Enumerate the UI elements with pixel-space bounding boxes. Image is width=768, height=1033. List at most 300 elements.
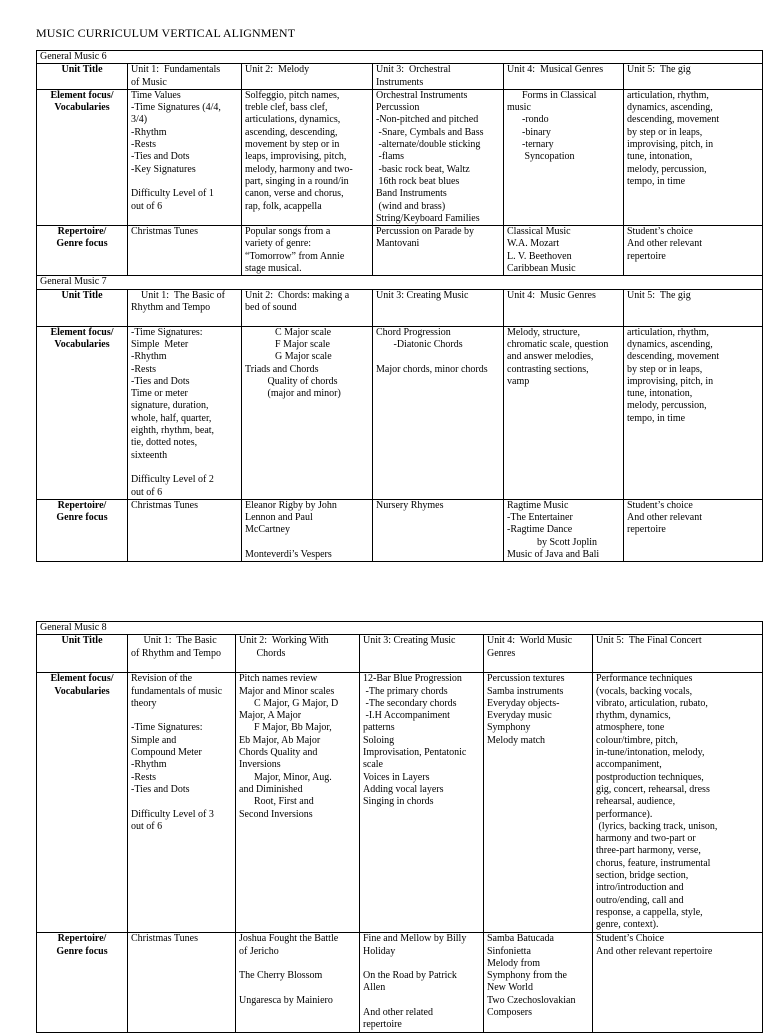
cell-line: Christmas Tunes	[131, 499, 198, 511]
cell-line	[376, 351, 500, 363]
gm8-repertoire-5	[593, 933, 763, 1033]
cell-line: -alternate/double sticking	[376, 139, 481, 151]
gm8-element-2	[236, 673, 360, 933]
section-header-gm6: General Music 6	[37, 51, 763, 64]
cell-line: Everyday objects-	[487, 697, 560, 709]
cell-line	[239, 958, 356, 970]
cell-line: Difficulty Level of 1	[131, 188, 214, 200]
cell-line: scale	[363, 759, 383, 771]
cell-line: Genres	[487, 647, 516, 659]
cell-line: response, a cappella, style,	[596, 906, 703, 918]
gm6-unit-5	[624, 64, 763, 90]
cell-line: music	[507, 102, 531, 114]
cell-line: improvising, pitch, in	[627, 139, 714, 151]
gm8-repertoire-2	[236, 933, 360, 1033]
cell-line: section, bridge section,	[596, 870, 689, 882]
cell-line: intro/introduction and	[596, 882, 684, 894]
cell-line: Forms in Classical	[507, 89, 597, 101]
cell-line: Unit 3: Creating Music	[363, 635, 456, 647]
section-header-gm7: General Music 7	[37, 276, 763, 289]
cell-line	[363, 995, 480, 1007]
cell-line: -Ragtime Dance	[507, 524, 573, 536]
cell-line: articulation, rhythm,	[627, 89, 709, 101]
cell-line: L. V. Beethoven	[507, 250, 572, 262]
cell-line: melody, percussion,	[627, 163, 707, 175]
cell-line: out of 6	[131, 200, 163, 212]
gm6-repertoire-1	[128, 226, 242, 276]
cell-line: whole, half, quarter,	[131, 412, 212, 424]
cell-line: by Scott Joplin	[507, 536, 598, 548]
cell-line: Genre focus	[56, 238, 108, 250]
cell-line: -ternary	[507, 139, 554, 151]
cell-line: descending, movement	[627, 351, 720, 363]
cell-line: Performance techniques	[596, 673, 693, 685]
gm7-unit-4	[504, 289, 624, 326]
cell-line: fundamentals of music	[131, 685, 223, 697]
cell-line: -The Entertainer	[507, 512, 573, 524]
repertoire-row	[37, 226, 763, 276]
cell-line: theory	[131, 697, 157, 709]
cell-line: Monteverdi’s Vespers	[245, 548, 332, 560]
cell-line: 16th rock beat blues	[376, 175, 460, 187]
cell-line: movement by step or in	[245, 139, 340, 151]
cell-line: Caribbean Music	[507, 263, 576, 275]
cell-line: Vocabularies	[54, 102, 110, 114]
cell-line: Christmas Tunes	[131, 226, 198, 238]
gm7-repertoire-5	[624, 499, 763, 561]
cell-line: eighth, rhythm, beat,	[131, 425, 215, 437]
cell-line: -Non-pitched and pitched	[376, 114, 479, 126]
gm8-element-1	[128, 673, 236, 933]
gm8-repertoire-4	[484, 933, 593, 1033]
cell-line: out of 6	[131, 486, 163, 498]
gm6-repertoire-3	[373, 226, 504, 276]
cell-line: Composers	[487, 1007, 532, 1019]
curriculum-table-gm8	[36, 621, 763, 1033]
cell-line: tie, dotted notes,	[131, 437, 198, 449]
cell-line: Samba Batucada	[487, 933, 554, 945]
cell-line	[239, 982, 356, 994]
cell-line: Student’s choice	[627, 226, 693, 238]
cell-line: Melody from	[487, 957, 541, 969]
cell-line: Unit 5: The Final Concert	[596, 635, 702, 647]
cell-line: -Rhythm	[131, 759, 167, 771]
cell-line: -Ties and Dots	[131, 783, 190, 795]
gm7-unit-1	[128, 289, 242, 326]
cell-line: Samba instruments	[487, 685, 564, 697]
cell-line: (wind and brass)	[376, 200, 446, 212]
cell-line: Lennon and Paul	[245, 512, 313, 524]
gm6-element-5	[624, 89, 763, 225]
row-label-element-focus	[37, 673, 128, 933]
cell-line: F Major scale	[245, 338, 330, 350]
gm6-repertoire-4	[504, 226, 624, 276]
gm8-element-4	[484, 673, 593, 933]
cell-line: Unit 3: Orchestral	[376, 64, 451, 76]
cell-line: rhythm, dynamics,	[596, 710, 671, 722]
cell-line: And other relevant	[627, 238, 702, 250]
cell-line: Unit 2: Working With	[239, 635, 329, 647]
cell-line: Pitch names review	[239, 673, 318, 685]
cell-line: -Key Signatures	[131, 163, 196, 175]
cell-line: sixteenth	[131, 449, 168, 461]
cell-line: -Diatonic Chords	[376, 338, 463, 350]
cell-line: genre, context).	[596, 919, 659, 931]
cell-line: Triads and Chords	[245, 363, 319, 375]
cell-line: repertoire	[627, 250, 666, 262]
cell-line: and answer melodies,	[507, 351, 594, 363]
cell-line: and Diminished	[239, 783, 303, 795]
cell-line: (major and minor)	[245, 388, 341, 400]
cell-line: Major chords, minor chords	[376, 363, 488, 375]
cell-line: Unit 1: Fundamentals	[131, 64, 221, 76]
row-label-element-focus	[37, 326, 128, 499]
cell-line: by step or in leaps,	[627, 363, 703, 375]
cell-line: Root, First and	[239, 796, 314, 808]
cell-line: performance).	[596, 808, 653, 820]
cell-line: rehearsal, audience,	[596, 796, 676, 808]
cell-line: Vocabularies	[54, 685, 110, 697]
cell-line: -Rests	[131, 363, 156, 375]
cell-line: -flams	[376, 151, 405, 163]
gm6-element-4	[504, 89, 624, 225]
cell-line: Major, Minor, Aug.	[239, 771, 332, 783]
cell-line: Inversions	[239, 759, 281, 771]
cell-line: Popular songs from a	[245, 226, 331, 238]
cell-line: in-tune/intonation, melody,	[596, 747, 705, 759]
gm6-unit-3	[373, 64, 504, 90]
cell-line: bed of sound	[245, 301, 297, 313]
row-label-unit-title: Unit Title	[37, 635, 128, 673]
cell-line: -Rhythm	[131, 351, 167, 363]
cell-line: Eleanor Rigby by John	[245, 499, 337, 511]
cell-line: gig, concert, rehearsal, dress	[596, 783, 710, 795]
gm8-element-3	[360, 673, 484, 933]
cell-line: Time Values	[131, 89, 181, 101]
cell-line	[131, 462, 238, 474]
cell-line: Unit 3: Creating Music	[376, 289, 469, 301]
cell-line: Rhythm and Tempo	[131, 301, 211, 313]
row-label-repertoire	[37, 499, 128, 561]
cell-line: Eb Major, Ab Major	[239, 734, 321, 746]
cell-line: articulation, rhythm,	[627, 326, 709, 338]
cell-line: ascending, descending,	[245, 126, 338, 138]
cell-line: McCartney	[245, 524, 290, 536]
cell-line: Quality of chords	[245, 375, 338, 387]
cell-line: atmosphere, tone	[596, 722, 665, 734]
cell-line: Everyday music	[487, 710, 552, 722]
cell-line: (lyrics, backing track, unison,	[596, 820, 718, 832]
page-title: MUSIC CURRICULUM VERTICAL ALIGNMENT	[36, 26, 296, 40]
gm6-unit-4	[504, 64, 624, 90]
row-label-unit-title: Unit Title	[37, 64, 128, 90]
cell-line: Ragtime Music	[507, 499, 569, 511]
cell-line: Singing in chords	[363, 796, 434, 808]
cell-line: tempo, in time	[627, 175, 686, 187]
cell-line: Fine and Mellow by Billy	[363, 933, 467, 945]
cell-line: Repertoire/	[57, 499, 107, 511]
cell-line: repertoire	[363, 1019, 402, 1031]
cell-line: leaps, improvising, pitch,	[245, 151, 347, 163]
cell-line: Allen	[363, 982, 386, 994]
cell-line: Christmas Tunes	[131, 933, 198, 945]
gm7-element-4	[504, 326, 624, 499]
cell-line: three-part harmony, verse,	[596, 845, 701, 857]
gm8-unit-5	[593, 635, 763, 673]
cell-line: String/Keyboard Families	[376, 212, 480, 224]
cell-line: Melody match	[487, 734, 546, 746]
gm6-unit-2	[242, 64, 373, 90]
cell-line: And other related	[363, 1007, 433, 1019]
cell-line: W.A. Mozart	[507, 238, 560, 250]
cell-line: Voices in Layers	[363, 771, 430, 783]
cell-line: canon, verse and chorus,	[245, 188, 344, 200]
cell-line: chromatic scale, question	[507, 338, 609, 350]
cell-line: -The primary chords	[363, 685, 448, 697]
repertoire-row	[37, 933, 763, 1033]
cell-line: Element focus/	[50, 326, 114, 338]
cell-line: Element focus/	[50, 673, 114, 685]
cell-line: Repertoire/	[57, 933, 107, 945]
cell-line: harmony and two-part or	[596, 833, 696, 845]
cell-line: -Time Signatures:	[131, 722, 203, 734]
cell-line: F Major, Bb Major,	[239, 722, 332, 734]
section-header-gm8: General Music 8	[37, 622, 763, 635]
cell-line: 12-Bar Blue Progression	[363, 673, 462, 685]
cell-line: Second Inversions	[239, 808, 313, 820]
cell-line: Band Instruments	[376, 188, 447, 200]
cell-line: tune, intonation,	[627, 388, 693, 400]
cell-line: Repertoire/	[57, 226, 107, 238]
gm7-repertoire-2	[242, 499, 373, 561]
cell-line: Revision of the	[131, 673, 193, 685]
cell-line: Mantovani	[376, 238, 420, 250]
cell-line	[131, 710, 232, 722]
cell-line: tempo, in time	[627, 412, 686, 424]
cell-line: Unit 1: The Basic of	[131, 289, 225, 301]
gm8-element-5	[593, 673, 763, 933]
cell-line: repertoire	[627, 524, 666, 536]
cell-line: -Snare, Cymbals and Bass	[376, 126, 484, 138]
cell-line: vibrato, articulation, rubato,	[596, 697, 708, 709]
cell-line: Unit 5: The gig	[627, 289, 691, 301]
cell-line: tune, intonation,	[627, 151, 693, 163]
cell-line: Improvisation, Pentatonic	[363, 747, 467, 759]
cell-line: rap, folk, acappella	[245, 200, 322, 212]
cell-line	[131, 796, 232, 808]
gm8-unit-4	[484, 635, 593, 673]
cell-line: descending, movement	[627, 114, 720, 126]
cell-line: Symphony	[487, 722, 531, 734]
gm7-unit-2	[242, 289, 373, 326]
cell-line: Melody, structure,	[507, 326, 580, 338]
cell-line: C Major scale	[245, 326, 332, 338]
cell-line: Sinfonietta	[487, 945, 531, 957]
cell-line: -Rhythm	[131, 126, 167, 138]
gm6-element-1	[128, 89, 242, 225]
gm7-element-2	[242, 326, 373, 499]
cell-line: Student’s choice	[627, 499, 693, 511]
cell-line: Element focus/	[50, 89, 114, 101]
gm7-unit-5	[624, 289, 763, 326]
cell-line: by step or in leaps,	[627, 126, 703, 138]
cell-line: -basic rock beat, Waltz	[376, 163, 470, 175]
gm7-element-5	[624, 326, 763, 499]
cell-line: Solfeggio, pitch names,	[245, 89, 340, 101]
cell-line: Unit 2: Melody	[245, 64, 310, 76]
row-label-repertoire	[37, 226, 128, 276]
gm6-element-3	[373, 89, 504, 225]
cell-line: Percussion	[376, 102, 420, 114]
gm7-unit-3	[373, 289, 504, 326]
cell-line: Time or meter	[131, 388, 188, 400]
cell-line: Chord Progression	[376, 326, 451, 338]
gm7-repertoire-1	[128, 499, 242, 561]
element-focus-row	[37, 326, 763, 499]
cell-line: -Rests	[131, 139, 156, 151]
cell-line: Unit 4: World Music	[487, 635, 573, 647]
cell-line: Unit 2: Chords: making a	[245, 289, 350, 301]
cell-line: signature, duration,	[131, 400, 209, 412]
cell-line: “Tomorrow” from Annie	[245, 250, 345, 262]
cell-line: Unit 1: The Basic	[131, 635, 217, 647]
cell-line: Percussion textures	[487, 673, 565, 685]
curriculum-table-gm6-gm7	[36, 50, 763, 562]
unit-title-row	[37, 289, 763, 326]
cell-line: dynamics, ascending,	[627, 338, 713, 350]
cell-line: colour/timbre, pitch,	[596, 734, 678, 746]
cell-line: accompaniment,	[596, 759, 662, 771]
cell-line: Adding vocal layers	[363, 783, 444, 795]
cell-line: Symphony from the	[487, 970, 567, 982]
cell-line: On the Road by Patrick	[363, 970, 457, 982]
cell-line: Syncopation	[507, 151, 575, 163]
cell-line: (vocals, backing vocals,	[596, 685, 693, 697]
cell-line: The Cherry Blossom	[239, 970, 323, 982]
cell-line: Unit 5: The gig	[627, 64, 691, 76]
cell-line: Vocabularies	[54, 338, 110, 350]
gm6-repertoire-5	[624, 226, 763, 276]
cell-line: melody, percussion,	[627, 400, 707, 412]
cell-line: vamp	[507, 375, 530, 387]
cell-line: -Rests	[131, 771, 156, 783]
cell-line: Genre focus	[56, 512, 108, 524]
gm8-unit-3	[360, 635, 484, 673]
gm7-repertoire-3	[373, 499, 504, 561]
cell-line: -The secondary chords	[363, 697, 457, 709]
cell-line: C Major, G Major, D	[239, 697, 339, 709]
cell-line: melody, harmony and two-	[245, 163, 353, 175]
cell-line: Student’s Choice	[596, 933, 665, 945]
cell-line: Chords Quality and	[239, 747, 318, 759]
gm8-unit-2	[236, 635, 360, 673]
cell-line: of Jericho	[239, 945, 279, 957]
cell-line: Compound Meter	[131, 747, 202, 759]
cell-line: Simple and	[131, 734, 177, 746]
gm6-repertoire-2	[242, 226, 373, 276]
cell-line: outro/ending, call and	[596, 894, 684, 906]
cell-line: Chords	[239, 647, 286, 659]
cell-line: out of 6	[131, 820, 163, 832]
gm8-unit-1	[128, 635, 236, 673]
cell-line: stage musical.	[245, 263, 302, 275]
cell-line: -I.H Accompaniment	[363, 710, 450, 722]
cell-line: Unit 4: Musical Genres	[507, 64, 604, 76]
cell-line: -Time Signatures:	[131, 326, 203, 338]
cell-line: Ungaresca by Mainiero	[239, 994, 333, 1006]
cell-line: Instruments	[376, 76, 424, 88]
cell-line: Simple Meter	[131, 338, 189, 350]
cell-line: chorus, feature, instrumental	[596, 857, 711, 869]
cell-line: -Time Signatures (4/4,	[131, 102, 221, 114]
cell-line: Orchestral Instruments	[376, 89, 468, 101]
gm6-unit-1	[128, 64, 242, 90]
gm8-repertoire-1	[128, 933, 236, 1033]
gm7-repertoire-4	[504, 499, 624, 561]
cell-line: patterns	[363, 722, 395, 734]
cell-line: Difficulty Level of 2	[131, 474, 214, 486]
cell-line: dynamics, ascending,	[627, 102, 713, 114]
cell-line: treble clef, bass clef,	[245, 102, 328, 114]
cell-line: of Music	[131, 76, 167, 88]
cell-line: -rondo	[507, 114, 549, 126]
element-focus-row	[37, 673, 763, 933]
cell-line: Music of Java and Bali	[507, 548, 600, 560]
gm8-repertoire-3	[360, 933, 484, 1033]
cell-line: Two Czechoslovakian	[487, 994, 576, 1006]
cell-line: Joshua Fought the Battle	[239, 933, 339, 945]
cell-line: variety of genre:	[245, 238, 312, 250]
cell-line: Nursery Rhymes	[376, 499, 444, 511]
cell-line: Difficulty Level of 3	[131, 808, 214, 820]
repertoire-row	[37, 499, 763, 561]
gm7-element-1	[128, 326, 242, 499]
cell-line: articulations, dynamics,	[245, 114, 341, 126]
row-label-unit-title: Unit Title	[37, 289, 128, 326]
row-label-repertoire	[37, 933, 128, 1033]
cell-line: G Major scale	[245, 351, 332, 363]
unit-title-row	[37, 635, 763, 673]
cell-line: Major, A Major	[239, 710, 302, 722]
unit-title-row	[37, 64, 763, 90]
cell-line: Genre focus	[56, 945, 108, 957]
cell-line	[363, 958, 480, 970]
cell-line	[131, 176, 238, 188]
cell-line: contrasting sections,	[507, 363, 589, 375]
cell-line: part, singing in a round/in	[245, 175, 349, 187]
element-focus-row	[37, 89, 763, 225]
cell-line	[245, 537, 369, 549]
cell-line: And other relevant repertoire	[596, 945, 713, 957]
cell-line: of Rhythm and Tempo	[131, 647, 221, 659]
gm6-element-2	[242, 89, 373, 225]
cell-line: -Ties and Dots	[131, 375, 190, 387]
cell-line: postproduction techniques,	[596, 771, 704, 783]
cell-line: New World	[487, 982, 533, 994]
cell-line: improvising, pitch, in	[627, 375, 714, 387]
cell-line: Percussion on Parade by	[376, 226, 475, 238]
cell-line: And other relevant	[627, 512, 702, 524]
cell-line: Unit 4: Music Genres	[507, 289, 596, 301]
cell-line: -Ties and Dots	[131, 151, 190, 163]
cell-line: Classical Music	[507, 226, 571, 238]
row-label-element-focus	[37, 89, 128, 225]
gm7-element-3	[373, 326, 504, 499]
cell-line: Soloing	[363, 734, 395, 746]
cell-line: 3/4)	[131, 114, 148, 126]
cell-line: -binary	[507, 126, 551, 138]
cell-line: Major and Minor scales	[239, 685, 335, 697]
